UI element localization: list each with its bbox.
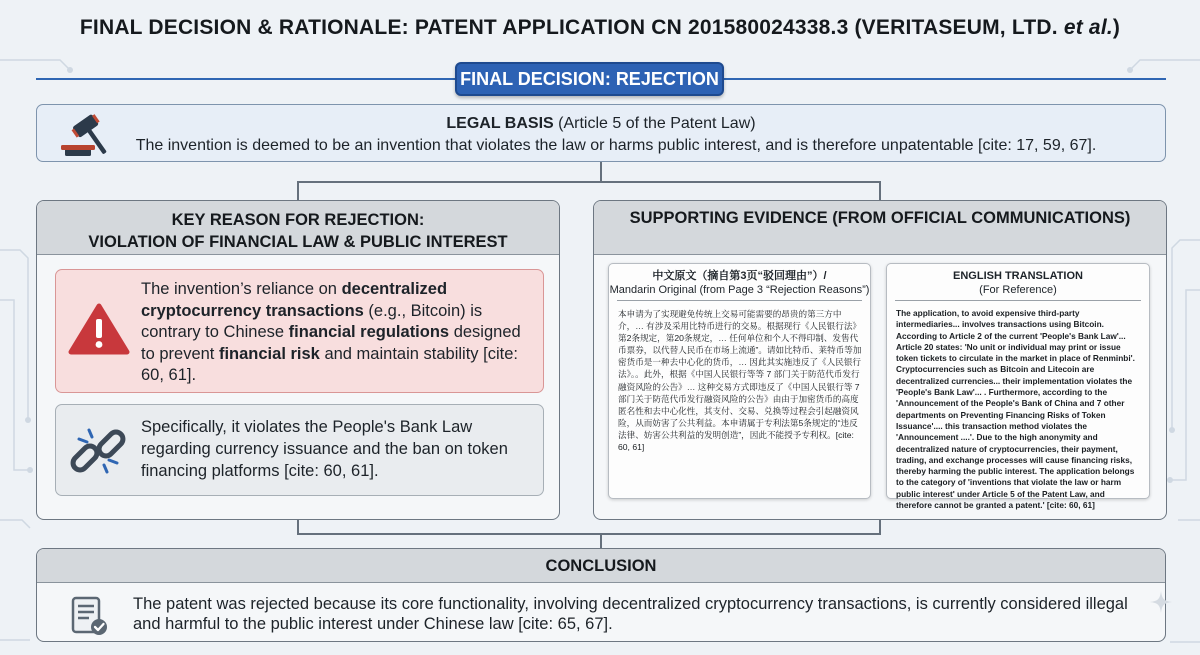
english-translation-subheading: (For Reference) xyxy=(979,284,1057,296)
clipboard-check-icon xyxy=(67,594,111,642)
title-rule-right xyxy=(724,78,1166,80)
chinese-original-body: 本申请为了实现避免传统上交易可能需要的昂贵的第三方中介，… 有涉及采用比特币进行的交易。根据现行《人民银行法》第2条规定，第20条规定，… 任何单位和个人不得印制、发售代币票券，以代替人民币在市场上流通”。请如比特币、莱特币等加密货币是一种去中心化的货币，… 因此其实施违反了《人民银行法》。。此外，根据《中国人民银行等等 7 部门关于防范代币发行融资风险的公告》… 这种交易方式即违反了《中国人民银行等 7 部门关于防范代币发行融资风险的公告》由由于加密货币的高度匿名性和去中心化性，其支付、交易、兑换等过程会引起融资风险，从而妨害了公共利益。本申请属于专利法第5条规定的“违反法律、妨害公共利益的发明创造”，因此不能授予专利权。[cite: 60, 61] xyxy=(618,309,862,453)
reason-financial-regulation-text: The invention’s reliance on decentralized cryptocurrency transactions (e.g., Bitcoin) is contrary to Chinese financial regulations designed to prevent financial risk and maintain stability [cite: 60, 61]. xyxy=(141,280,521,385)
english-translation-heading: ENGLISH TRANSLATION (For Reference) xyxy=(887,269,1149,297)
conclusion-panel xyxy=(36,548,1166,642)
reason-financial-regulation-box xyxy=(55,269,544,393)
english-translation-body: The application, to avoid expensive third-party intermediaries... involves transactions using Bitcoin. According to Article 2 of the current 'People's Bank Law'... Article 20 states: 'No unit or individual may print or issue token tickets to circulate in the market in place of Renminbi'. Cryptocurrencies such as Bitcoin and Litecoin are decentralized currencies... their implementation violates the 'People's Bank Law'... . Furthermore, according to the 'Announcement of the People's Bank of China and 7 other departments on Preventing Financing Risks of Token Issuance'.... this transaction method violates the 'Announcement ....'. Due to the high anonymity and decentralized nature of cryptocurrencies, their payment, trading, and exchange processes will cause financing risks, thereby harming the public interest. The application belongs to the category of 'inventions that violate the law or harm public interest' under Article 5 of the Patent Law, and therefore cannot be granted a patent.' [cite: 60, 61] xyxy=(896,308,1135,511)
page-title: FINAL DECISION & RATIONALE: PATENT APPLICATION CN 201580024338.3 (VERITASEUM, LTD. et al.) xyxy=(79,16,1121,39)
warning-icon xyxy=(68,302,130,361)
key-reason-title-line2: VIOLATION OF FINANCIAL LAW & PUBLIC INTEREST xyxy=(88,233,508,251)
legal-basis-title: LEGAL BASIS (Article 5 of the Patent Law) xyxy=(446,115,756,132)
connector-bottom-vertical xyxy=(600,533,602,549)
key-reason-panel xyxy=(36,200,560,520)
legal-basis-text: The invention is deemed to be an invention that violates the law or harms public interest, and is therefore unpatentable [cite: 17, 59, 67]. xyxy=(135,137,1097,154)
final-decision-banner: FINAL DECISION: REJECTION xyxy=(455,62,724,96)
reason-peoples-bank-law-box xyxy=(55,404,544,496)
key-reason-header xyxy=(37,201,559,255)
connector-top-vertical xyxy=(600,162,602,182)
chinese-original-document xyxy=(608,263,871,499)
english-translation-document xyxy=(886,263,1150,511)
supporting-evidence-panel xyxy=(593,200,1167,520)
sparkle-icon xyxy=(1149,590,1173,619)
broken-chain-icon xyxy=(68,421,128,486)
chinese-original-subheading: Mandarin Original (from Page 3 “Rejection Reasons”) xyxy=(609,284,870,296)
legal-basis-subtitle: (Article 5 of the Patent Law) xyxy=(558,115,756,132)
connector-top-horizontal xyxy=(297,181,881,183)
connector-right-rise xyxy=(879,520,881,534)
connector-right-drop xyxy=(879,181,881,201)
chinese-doc-divider xyxy=(617,300,862,301)
key-reason-title-line1: KEY REASON FOR REJECTION: xyxy=(171,211,425,229)
legal-basis-box xyxy=(36,104,1166,162)
conclusion-header: CONCLUSION xyxy=(37,549,1165,583)
title-etal: et al. xyxy=(1063,16,1113,39)
chinese-original-heading: 中文原文（摘自第3页“驳回理由”）/ Mandarin Original (from Page 3 “Rejection Reasons”) xyxy=(609,270,870,296)
english-doc-divider xyxy=(895,300,1141,301)
reason-peoples-bank-law-text: Specifically, it violates the People's Bank Law regarding currency issuance and the ban on token financing platforms [cite: 60, 61]. xyxy=(141,418,508,480)
connector-bottom-horizontal xyxy=(297,533,881,535)
title-rule-left xyxy=(36,78,456,80)
conclusion-text: The patent was rejected because its core functionality, involving decentralized cryptocurrency transactions, is currently considered illegal and harmful to the public interest under Chinese law [cite: 65, 67]. xyxy=(133,595,1128,633)
connector-left-drop xyxy=(297,181,299,201)
supporting-evidence-header: SUPPORTING EVIDENCE (FROM OFFICIAL COMMUNICATIONS) xyxy=(594,201,1166,255)
connector-left-rise xyxy=(297,520,299,534)
